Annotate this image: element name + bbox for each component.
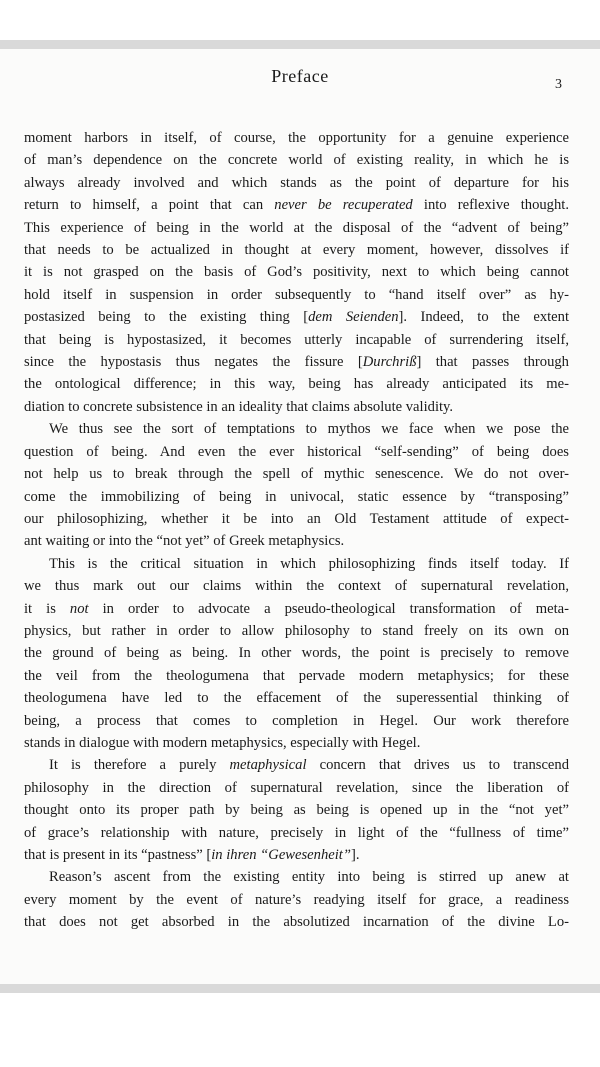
text-line (24, 866, 569, 888)
text-line (24, 463, 569, 485)
text-line (24, 822, 569, 844)
text-line (24, 732, 569, 754)
text-line (24, 911, 569, 933)
text-run: philosophy in the direction of supernatural revelation, since the liberation of (24, 779, 569, 796)
text-run: hold itself in suspension in order subsequently to “hand itself over” as hy- (24, 286, 569, 303)
text-line (24, 530, 569, 552)
text-line (24, 799, 569, 821)
text-run: moment harbors in itself, of course, the opportunity for a genuine experience (24, 130, 569, 146)
text-run: thought onto its proper path by being as being is opened up in the “not yet” (24, 802, 569, 819)
text-run: ] that passes through (416, 354, 569, 371)
text-run: return to himself, a point that can (24, 197, 275, 214)
text-line (24, 620, 569, 642)
text-run: since the hypostasis thus negates the fissure [ (24, 354, 363, 371)
text-line (24, 844, 569, 866)
text-run: ]. (350, 847, 360, 863)
text-run: come the immobilizing of being in univocal, static essence by “transposing” (24, 488, 569, 505)
italic-phrase: metaphysical (229, 757, 307, 774)
text-line (24, 127, 569, 149)
text-run: concern that drives us to transcend (306, 757, 569, 774)
text-run: physics, but rather in order to allow philosophy to stand freely on its own on (24, 622, 569, 639)
text-run: every moment by the event of nature’s readying itself for grace, a readiness (24, 891, 569, 908)
text-run: diation to concrete subsistence in an ideality that claims absolute validity. (24, 398, 454, 415)
text-line (24, 575, 569, 597)
text-run: that being is hypostasized, it becomes utterly incapable of surrendering itself, (24, 331, 569, 348)
text-run: This is the critical situation in which philosophizing finds itself today. If (49, 555, 569, 572)
text-run: the ontological difference; in this way, being has already anticipated its me- (24, 376, 569, 393)
text-run: not help us to break through the spell of mythic senescence. We do not over- (24, 466, 569, 483)
text-run: into reflexive thought. (412, 197, 569, 214)
text-line (24, 351, 569, 373)
book-page (0, 49, 600, 984)
text-line (24, 239, 569, 261)
page-number: 3 (555, 77, 562, 92)
text-run: of man’s dependence on the concrete world of existing reality, in which he is (24, 152, 569, 169)
text-run: that needs to be actualized in thought at every moment, however, dissolves if (24, 242, 569, 259)
text-run: that is present in its “pastness” [ (24, 847, 212, 863)
text-run: our philosophizing, whether it be into an Old Testament attitude of expect- (24, 510, 569, 527)
text-run: ant waiting or into the “not yet” of Greek metaphysics. (24, 533, 345, 550)
italic-phrase: dem Seienden (308, 309, 399, 326)
text-line (24, 261, 569, 283)
body-text (24, 127, 569, 934)
text-run: the ground of being as being. In other words, the point is precisely to remove (24, 645, 569, 662)
text-line (24, 754, 569, 776)
text-line (24, 284, 569, 306)
text-run: in order to advocate a pseudo-theological transformation of meta- (88, 600, 569, 617)
text-run: always already involved and which stands as the point of departure for his (24, 174, 569, 191)
text-line (24, 217, 569, 239)
italic-phrase: in ihren “Gewesenheit” (211, 847, 351, 863)
text-line (24, 508, 569, 530)
text-line (24, 687, 569, 709)
text-run: we thus mark out our claims within the context of supernatural revelation, (24, 578, 569, 595)
text-run: It is therefore a purely (49, 757, 230, 774)
text-line (24, 418, 569, 440)
text-run: it is not grasped on the basis of God’s positivity, next to which being cannot (24, 264, 569, 281)
italic-phrase: Durchriß (362, 354, 417, 371)
text-line (24, 777, 569, 799)
text-line (24, 642, 569, 664)
viewer-bottom-bar (0, 984, 600, 993)
running-header: Preface (271, 66, 329, 86)
text-line (24, 441, 569, 463)
text-line (24, 598, 569, 620)
text-line (24, 486, 569, 508)
italic-phrase: never be recuperated (274, 197, 413, 214)
text-line (24, 194, 569, 216)
text-line (24, 889, 569, 911)
text-line (24, 149, 569, 171)
text-run: the veil from the theologumena that pervade modern metaphysics; for these (24, 667, 569, 684)
text-run: We thus see the sort of temptations to mythos we face when we pose the (49, 421, 569, 438)
text-run: Reason’s ascent from the existing entity into being is stirred up anew at (49, 869, 569, 886)
text-run: postasized being to the existing thing [ (24, 309, 309, 326)
text-line (24, 710, 569, 732)
text-line (24, 665, 569, 687)
text-run: being, a process that comes to completion in Hegel. Our work therefore (24, 712, 569, 729)
text-line (24, 553, 569, 575)
text-run: of grace’s relationship with nature, precisely in light of the “fullness of time” (24, 824, 569, 841)
text-line (24, 373, 569, 395)
text-run: This experience of being in the world at the disposal of the “advent of being” (24, 219, 569, 236)
text-line (24, 329, 569, 351)
text-run: it is (24, 600, 70, 617)
viewer-top-bar (0, 40, 600, 49)
text-run: theologumena have led to the effacement of the superessential thinking of (24, 690, 569, 707)
text-line (24, 172, 569, 194)
text-line (24, 306, 569, 328)
italic-phrase: not (69, 600, 89, 617)
text-run: question of being. And even the ever historical “self-sending” of being does (24, 443, 569, 460)
text-line (24, 396, 569, 418)
text-run: that does not get absorbed in the absolutized incarnation of the divine Lo- (24, 914, 569, 931)
text-run: stands in dialogue with modern metaphysics, especially with Hegel. (24, 734, 421, 751)
text-run: ]. Indeed, to the extent (398, 309, 570, 326)
